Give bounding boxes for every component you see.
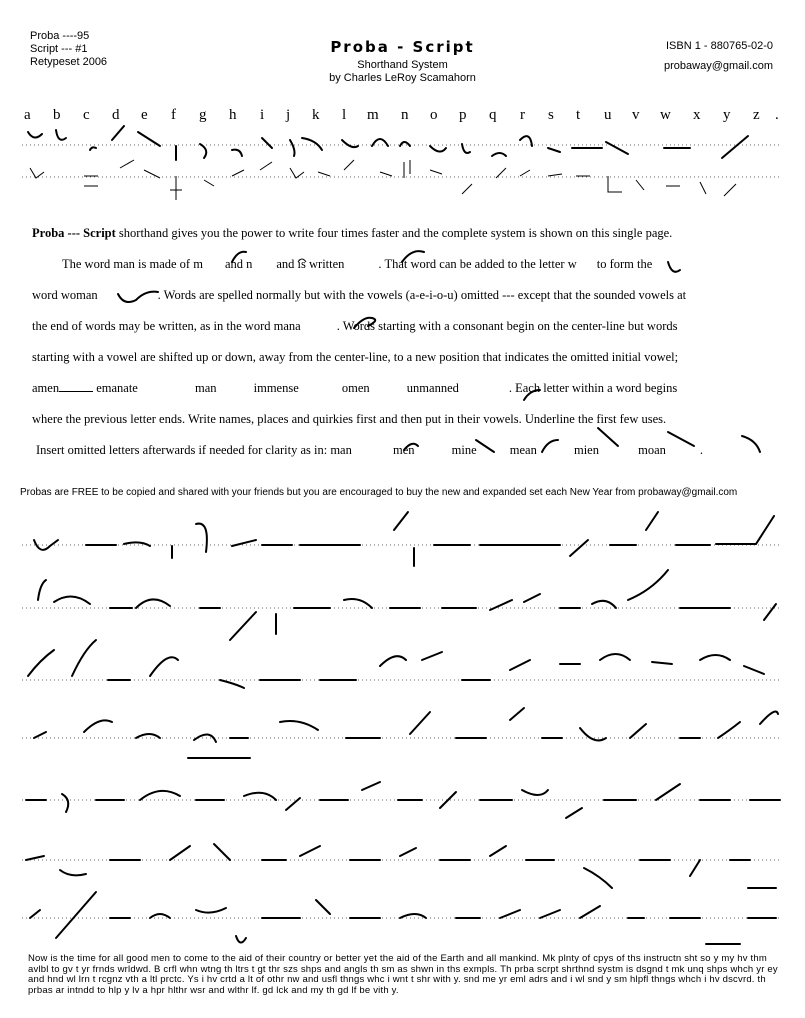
alphabet-letter: w — [660, 107, 671, 123]
intro-text-span: Insert omitted letters afterwards if needed for clarity as in: man — [36, 443, 352, 457]
intro-paragraph — [32, 435, 777, 466]
alphabet-letter: y — [723, 107, 731, 123]
alphabet-letter: d — [112, 107, 120, 123]
bottom-transcript: Now is the time for all good men to come to the aid of their country or better yet the aid of the Earth and all mankind. Mk plnty of cpys of ths instructn sht so y my hv thm avlbl to gv t yr frnds wrldwd. B crfl whn wtng th ltrs t gt thr szs shps and angls th sm as shwn in ths exmpls. Th prba scrpt shrthnd systm is dsgnd t mk unq shps whch yr ey and hnd wl lrn t rcgnz vth a ltl prctc. Ys i hv crtd a lt of othr nw and usfl thngs whc i wnt t shr with y. snd me yr eml adrs and i wl snd y sm hlpfl thngs whch i hv dscvrd. th prbas ar intndd to hlp y lv a hpr hlthr wsr and wlthr lf. gd lck and my th gd lf be vith y. — [28, 953, 778, 996]
alphabet-letter: o — [430, 107, 438, 123]
intro-line-1: shorthand gives you the power to write four times faster and the complete system is shown on this single page. — [115, 226, 673, 240]
example-men: men — [392, 443, 415, 457]
intro-paragraph — [32, 311, 777, 342]
subtitle-author: by Charles LeRoy Scamahorn — [329, 72, 476, 84]
contact-email: probaway@gmail.com — [664, 60, 773, 72]
alphabet-letter: z — [753, 107, 760, 123]
alphabet-arrow-samples — [30, 160, 736, 200]
alphabet-letter: u — [604, 107, 612, 123]
alphabet-letter: p — [459, 107, 467, 123]
intro-text — [32, 218, 777, 466]
alphabet-letter: g — [199, 107, 207, 123]
example-unmanned: unmanned — [406, 381, 459, 395]
example-moan: moan — [638, 443, 666, 457]
intro-text-span: The word man is made of m — [62, 257, 203, 271]
alphabet-letter: j — [286, 107, 291, 123]
intro-text-span: . Words starting with a consonant begin on the center-line but words — [336, 319, 678, 333]
alphabet-letter: h — [229, 107, 237, 123]
free-notice: Probas are FREE to be copied and shared with your friends but you are encouraged to buy the new and expanded set each New Year from probaway@gmail.com — [20, 487, 738, 498]
intro-text-span: where the previous letter ends. Write names, places and quirkies first and then put in their vowels. Underline the first few uses. — [32, 412, 667, 426]
intro-text-span: the end of words may be written, as in the word mana — [32, 319, 301, 333]
alphabet-letter: i — [260, 107, 265, 123]
intro-text-span: . Each letter within a word begins — [508, 381, 678, 395]
alphabet-letter: q — [489, 107, 497, 123]
intro-paragraph — [32, 404, 777, 435]
script-number: Script --- #1 — [30, 43, 88, 55]
alphabet-stroke-samples — [28, 126, 748, 160]
intro-text-span: . — [699, 443, 703, 457]
retypeset-year: Retypeset 2006 — [30, 56, 108, 68]
alphabet-letter: l — [342, 107, 347, 123]
intro-paragraph — [32, 342, 777, 373]
intro-text-span: starting with a vowel are shifted up or down, away from the center-line, to a new position that indicates the omitted initial vowel; — [32, 350, 679, 364]
intro-text-span: . Words are spelled normally but with the vowels (a-e-i-o-u) omitted --- except that the sounded vowels at — [157, 288, 687, 302]
alphabet-letter: f — [171, 107, 176, 123]
alphabet-letter: b — [53, 107, 61, 123]
intro-text-span: and is written — [276, 257, 345, 271]
isbn: ISBN 1 - 880765-02-0 — [665, 40, 773, 52]
alphabet-letter: x — [693, 107, 701, 123]
proba-number: Proba ----95 — [30, 30, 90, 42]
intro-paragraph — [32, 249, 777, 280]
alphabet-letter: s — [548, 107, 554, 123]
alphabet-letter: t — [576, 107, 581, 123]
example-mean: mean — [509, 443, 537, 457]
intro-text-span: to form the — [596, 257, 653, 271]
alphabet-letter: e — [141, 107, 148, 123]
intro-text-span: . That word can be added to the letter w — [378, 257, 577, 271]
intro-bold-lead: Proba --- Script — [32, 226, 116, 240]
practice-guide-lines — [22, 545, 782, 918]
intro-text-span: word woman — [32, 288, 98, 302]
alphabet-letter: m — [367, 107, 379, 123]
alphabet-letter: n — [401, 107, 409, 123]
subtitle-system: Shorthand System — [357, 59, 448, 71]
page-title: Proba - Script — [330, 38, 475, 56]
practice-shorthand-strokes — [26, 512, 780, 944]
intro-paragraph — [32, 218, 777, 249]
example-man: man — [194, 381, 217, 395]
intro-paragraph — [32, 373, 777, 404]
intro-paragraph — [32, 280, 777, 311]
alphabet-letter: . — [775, 107, 779, 123]
example-mine: mine — [451, 443, 477, 457]
example-emanate: emanate — [96, 381, 138, 395]
example-amen: amen — [32, 381, 60, 395]
alphabet-letter: c — [83, 107, 90, 123]
alphabet-letter: r — [520, 107, 525, 123]
alphabet-letter: v — [632, 107, 640, 123]
intro-text-span: and n — [224, 257, 253, 271]
example-mien: mien — [573, 443, 599, 457]
alphabet-letter: a — [24, 107, 31, 123]
example-omen: omen — [341, 381, 370, 395]
example-immense: immense — [253, 381, 299, 395]
alphabet-letter: k — [312, 107, 320, 123]
